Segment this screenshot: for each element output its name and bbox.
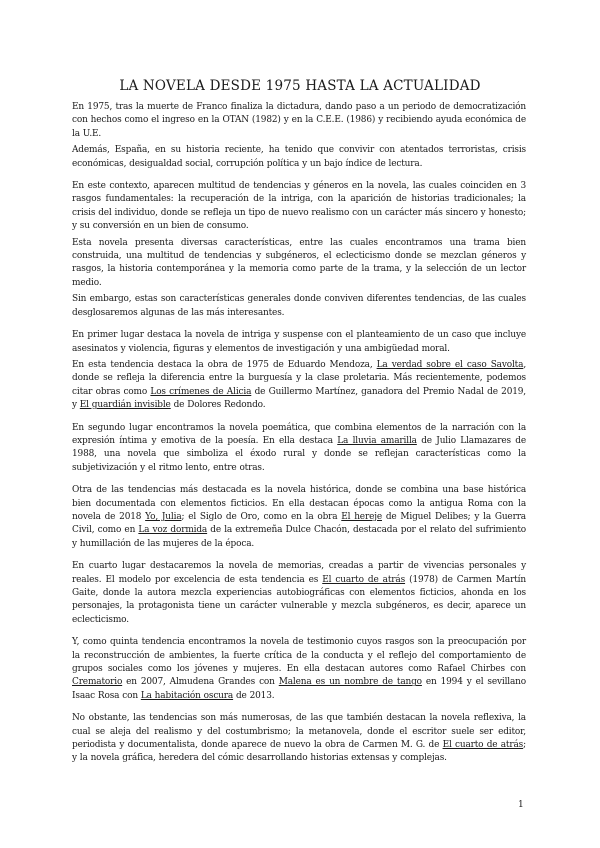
book-title: Crematorio	[72, 677, 123, 688]
paragraph-text: En este contexto, aparecen multitud de tendencias y géneros en la novela, las cuales coinciden en 3 rasgos fundamentales: la recuperación de la intriga, con la aparición de historias tradicionales; la crisis del individuo, donde se refleja un tipo de nuevo realismo con un carácter más sincero y honesto; y su conversión en un bien de consumo.	[72, 181, 526, 232]
book-title: Yo, Julia	[145, 511, 182, 522]
paragraph-text: Sin embargo, estas son características generales donde conviven diferentes tendencias, de las cuales desglosaremos algunas de las más interesantes.	[72, 294, 526, 318]
paragraph	[72, 422, 526, 476]
paragraph-spacer	[72, 703, 526, 712]
paragraph-spacer	[72, 413, 526, 422]
book-title: La voz dormida	[138, 525, 208, 536]
paragraph-text: En 1975, tras la muerte de Franco finaliza la dictadura, dando paso a un periodo de democratización con hechos como el ingreso en la OTAN (1982) y en la C.E.E. (1986) y recibiendo ayuda económica de la U.E.	[72, 102, 526, 139]
paragraph-text: En segundo lugar encontramos la novela poemática, que combina elementos de la narración con la expresión íntima y emotiva de la poesía. En ella destaca	[72, 422, 526, 446]
paragraph-text: de la extremeña Dulce Chacón, destacada por el relato del sufrimiento y humillación de las mujeres de la época.	[72, 525, 526, 549]
paragraph-text: , donde se refleja la diferencia entre la burguesía y la clase proletaria. Más recientemente, podemos citar obras como	[72, 359, 527, 397]
book-title: Malena es un nombre de tango	[278, 677, 422, 688]
paragraph-text: en 1994 y el sevillano Isaac Rosa con	[72, 677, 527, 701]
paragraph-text: Otra de las tendencias más destacada es la novela histórica, donde se combina una base histórica bien documentada con elementos ficticios. En ella destacan épocas como la antigua Roma con la novela de 2018	[72, 485, 526, 522]
paragraph-text: No obstante, las tendencias son más numerosas, de las que también destacan la novela reflexiva, la cual se aleja del realismo y del costumbrismo; la metanovela, donde el escritor suele ser editor, periodista y documentalista, donde aparece de nuevo la obra de Carmen M. G. de	[72, 713, 526, 751]
paragraph-text: de 2013.	[233, 690, 275, 701]
book-title: El hereje	[341, 511, 382, 522]
book-title: El cuarto de atrás	[322, 574, 406, 585]
paragraph-spacer	[72, 627, 526, 636]
paragraph-text: ; y la novela gráfica, heredera del cómic desarrollando historias extensas y complejas.	[72, 740, 526, 764]
document-body	[72, 101, 526, 766]
paragraph-text: En esta tendencia destaca la obra de 1975 de Eduardo Mendoza,	[72, 359, 377, 370]
paragraph-text: de Miguel Delibes; y la Guerra Civil, como en	[72, 511, 526, 536]
paragraph-text: (1978) de Carmen Martín Gaite, donde la autora mezcla experiencias autobiográficas con elementos ficticios, ahonda en los personajes, la protagonista tiene un carácter vulnerable y mezcla subgéneros, es decir, aparece un eclecticismo.	[72, 574, 526, 625]
book-title: La habitación oscura	[140, 690, 234, 701]
document-title: LA NOVELA DESDE 1975 HASTA LA ACTUALIDAD	[119, 78, 481, 94]
book-title: Los crímenes de Alicia	[150, 386, 252, 397]
book-title: El cuarto de atrás	[442, 740, 524, 751]
paragraph-spacer	[72, 551, 526, 560]
page-number: 1	[518, 800, 524, 810]
paragraph-text: de Guillermo Martínez, ganadora del Premio Nadal de 2019, y	[72, 386, 526, 411]
paragraph-text: en 2007, Almudena Grandes con	[122, 677, 279, 688]
paragraph	[72, 359, 526, 413]
paragraph-text: Y, como quinta tendencia encontramos la novela de testimonio cuyos rasgos son la preocupación por la reconstrucción de ambientes, la fuerte crítica de la conducta y el reflejo del comportamiento de grupos sociales como los jóvenes y mujeres. En ella destacan autores como Rafael Chirbes con	[72, 637, 526, 675]
paragraph	[72, 484, 526, 551]
book-title: La verdad sobre el caso Savolta	[376, 359, 524, 370]
paragraph	[72, 712, 526, 766]
paragraph	[72, 636, 526, 703]
paragraph	[72, 329, 526, 356]
paragraph	[72, 180, 526, 234]
paragraph-spacer	[72, 320, 526, 329]
paragraph-text: de Julio Llamazares de 1988, una novela que simboliza el éxodo rural y donde se reflejan características como la subjetivización y el ritmo lento, entre otras.	[72, 435, 526, 473]
paragraph-text: Además, España, en su historia reciente, ha tenido que convivir con atentados terroristas, crisis económicas, desigualdad social, corrupción política y un bajo índice de lectura.	[72, 145, 526, 169]
book-title: La lluvia amarilla	[337, 435, 417, 446]
paragraph-text: En primer lugar destaca la novela de intriga y suspense con el planteamiento de un caso que incluye asesinatos y violencia, figuras y elementos de investigación y una ambigüedad moral.	[72, 330, 526, 354]
paragraph-text: Esta novela presenta diversas características, entre las cuales encontramos una trama bien construida, una multitud de tendencias y subgéneros, el eclecticismo donde se mezclan géneros y rasgos, la historia contemporánea y la memoria como parte de la trama, y la selección de un lector medio.	[72, 237, 526, 288]
paragraph	[72, 237, 526, 291]
paragraph	[72, 293, 526, 320]
paragraph	[72, 560, 526, 627]
paragraph-text: de Dolores Redondo.	[170, 400, 266, 411]
paragraph-spacer	[72, 475, 526, 484]
book-title: El guardián invisible	[79, 400, 171, 411]
paragraph-spacer	[72, 171, 526, 180]
paragraph	[72, 144, 526, 171]
paragraph-text: En cuarto lugar destacaremos la novela de memorias, creadas a partir de vivencias personales y reales. El modelo por excelencia de esta tendencia es	[72, 561, 526, 585]
paragraph	[72, 101, 526, 141]
paragraph-text: ; el Siglo de Oro, como en la obra	[181, 511, 342, 522]
